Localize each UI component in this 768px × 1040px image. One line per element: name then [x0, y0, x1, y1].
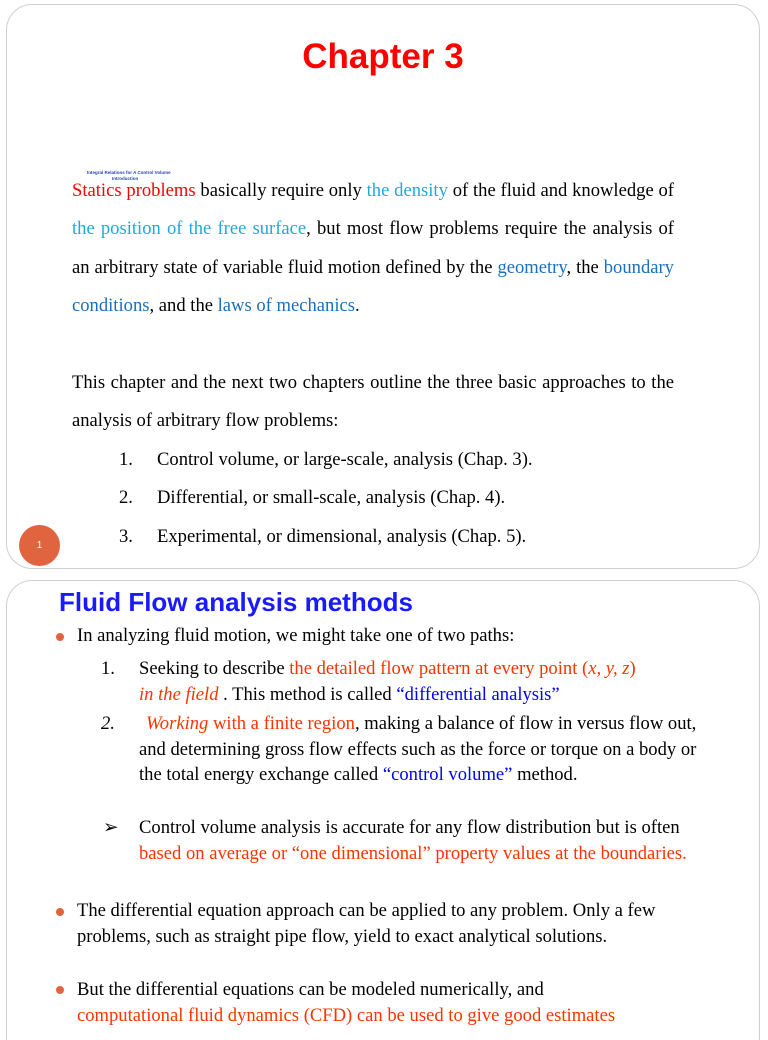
highlight-density: the density: [366, 180, 448, 201]
highlight-cfd: computational fluid dynamics (CFD) can be used to give good estimates: [77, 1004, 616, 1026]
highlight-geometry: geometry: [497, 256, 567, 278]
slide-title: Chapter 3: [302, 37, 464, 76]
text-run: , the: [566, 256, 604, 278]
bullet-differential-approach: The differential equation approach can be applied to any problem. Only a few problems, such as straight pipe flow, yield to exact analytical solutions.: [77, 900, 656, 947]
text-run: basically require only: [195, 180, 367, 201]
list-text: Control volume, or large-scale, analysis (Chap. 3).: [157, 449, 533, 470]
item-control-volume: [139, 711, 699, 788]
tiny-caption-sub: Introduction: [112, 176, 139, 181]
highlight-detailed-flow: the detailed flow pattern at every point (: [289, 658, 589, 679]
list-item: [119, 518, 679, 556]
text-run: , but most flow problems require the analysis of an arbitrary state of variable fluid motion defined by the: [72, 218, 674, 278]
slide-chapter-3: [6, 4, 760, 569]
highlight-one-dimensional: based on average or “one dimensional” property values at the boundaries.: [139, 842, 687, 864]
text-run: Control volume analysis is accurate for any flow distribution but is often: [139, 817, 680, 838]
highlight-working: Working: [146, 713, 209, 734]
highlight-laws-of-mechanics: laws of mechanics: [217, 295, 355, 317]
list-text: Differential, or small-scale, analysis (Chap. 4).: [157, 487, 506, 509]
text-run: method.: [512, 764, 578, 785]
highlight-differential-analysis: “differential analysis”: [396, 683, 560, 705]
page-number-badge: 1: [19, 525, 60, 566]
intro-paragraph: [72, 172, 674, 326]
list-number: 1.: [119, 449, 133, 470]
bullet-paths: In analyzing fluid motion, we might take one of two paths:: [77, 625, 515, 646]
item-number: 1.: [101, 658, 115, 679]
highlight-control-volume: “control volume”: [382, 764, 513, 785]
list-item: [119, 441, 679, 479]
highlight-paren: ): [629, 658, 636, 679]
highlight-boundary-conditions: boundary conditions: [72, 256, 674, 317]
item-control-volume-accuracy: [139, 815, 719, 866]
item-number: 2.: [101, 713, 115, 734]
tiny-caption: Integral Relations for A Control Volume: [87, 170, 171, 175]
approaches-paragraph: This chapter and the next two chapters outline the three basic approaches to the analysis of arbitrary flow problems:: [72, 372, 674, 432]
text-run: of the fluid and knowledge of: [447, 180, 674, 201]
text-run: , making a balance of flow in versus flow out, and determining gross flow effects such as the force or torque on a body or the total energy exchange called: [139, 713, 697, 785]
approaches-list: [119, 441, 679, 556]
highlight-xyz: x, y, z: [588, 658, 630, 679]
highlight-free-surface: the position of the free surface: [72, 218, 307, 240]
text-run: , and the: [149, 295, 218, 317]
highlight-statics-problems: Statics problems: [72, 180, 196, 201]
slide-title: Fluid Flow analysis methods: [59, 587, 413, 617]
bullet-dot: [56, 908, 64, 916]
list-text: Experimental, or dimensional, analysis (Chap. 5).: [157, 525, 527, 547]
text-run: Seeking to describe: [139, 658, 290, 679]
list-item: [119, 479, 679, 517]
bullet-cfd: [77, 977, 737, 1028]
list-number: 3.: [119, 525, 133, 547]
text-run: But the differential equations can be modeled numerically, and: [77, 979, 544, 1000]
highlight-finite-region: with a finite region: [208, 713, 355, 734]
arrow-bullet-icon: ➢: [103, 817, 119, 838]
bullet-dot: [56, 986, 64, 994]
bullet-dot: [56, 633, 64, 641]
slide-fluid-flow-analysis-methods: [6, 580, 760, 1040]
highlight-in-the-field: in the field: [139, 683, 224, 705]
list-number: 2.: [119, 487, 133, 509]
text-run: .: [354, 295, 360, 317]
item-differential-analysis: [139, 656, 729, 707]
text-run: . This method is called: [223, 683, 397, 705]
